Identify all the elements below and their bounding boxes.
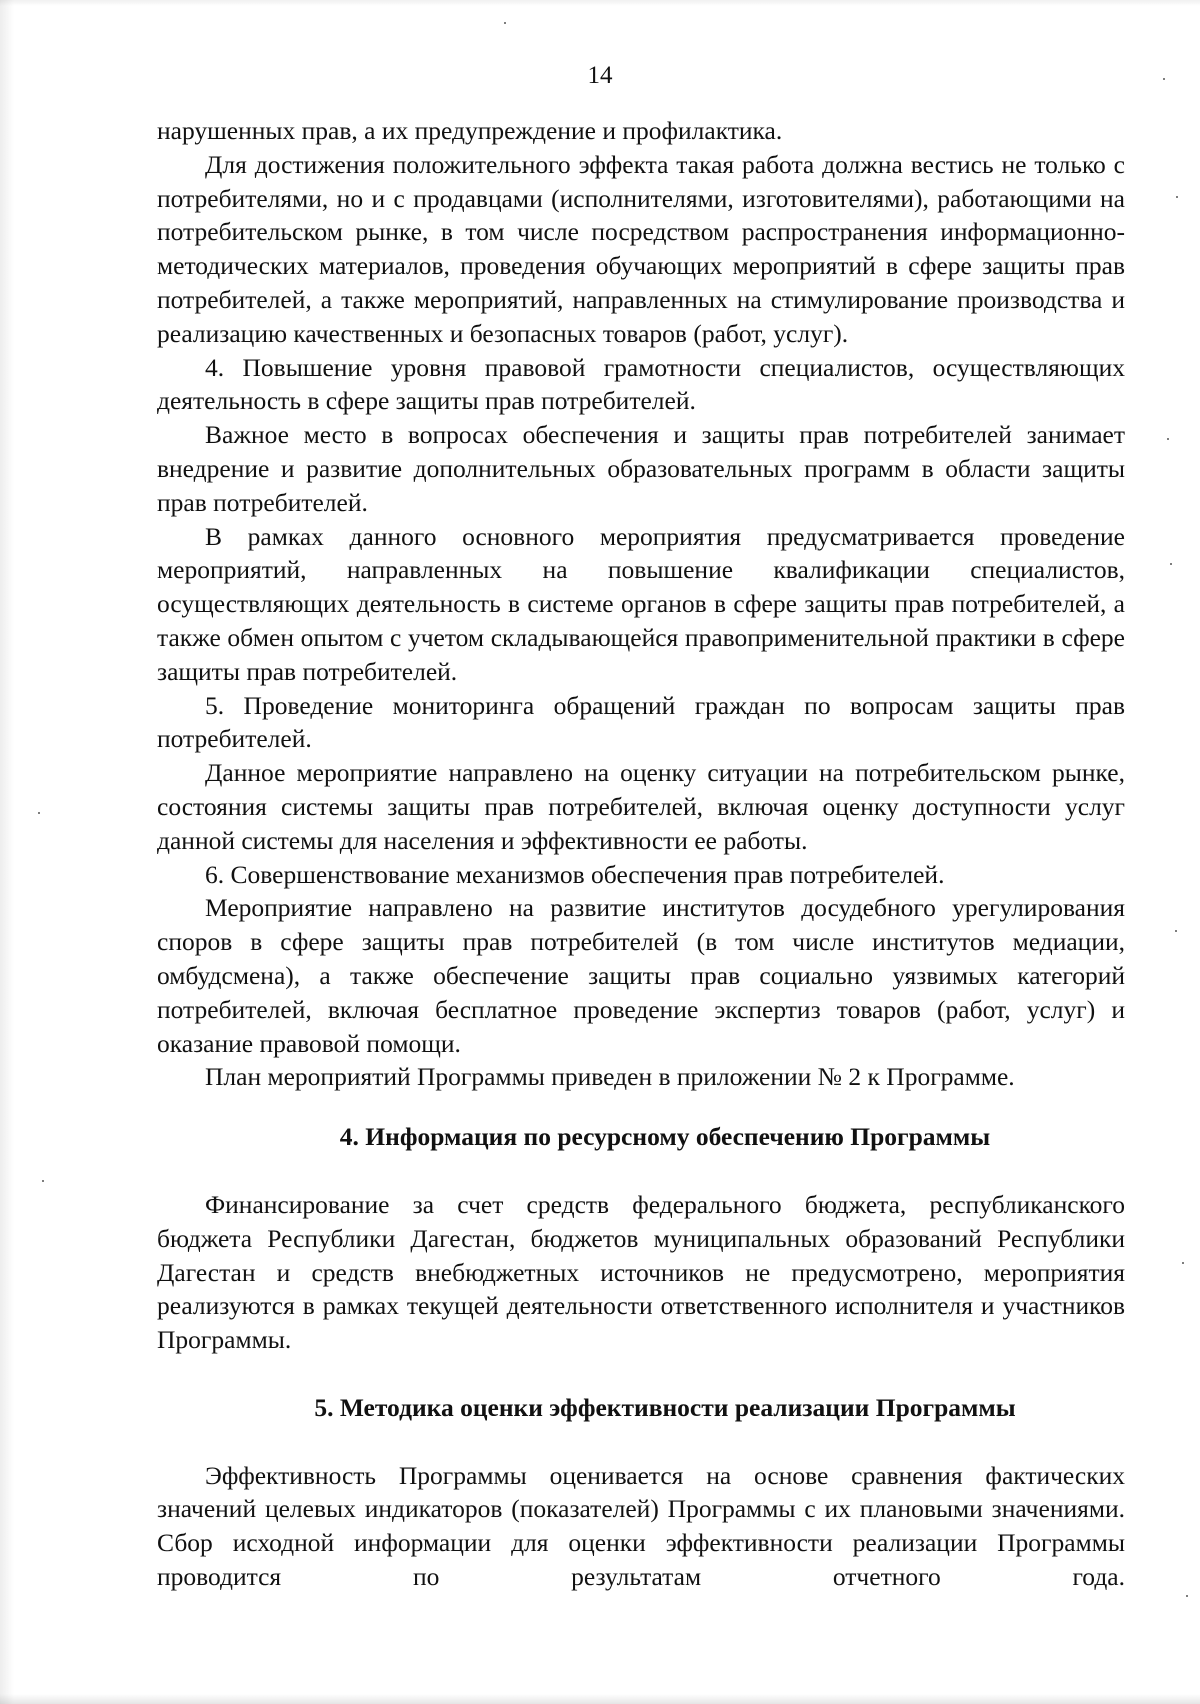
list-item-6: 6. Совершенствование механизмов обеспечения прав потребителей. [205,859,945,889]
scan-shadow-top [0,0,1200,6]
scan-speck [1175,930,1177,932]
scan-speck [1167,438,1169,440]
list-item-5: 5. Проведение мониторинга обращений граждан по вопросам защиты прав потребителей. [157,690,1125,754]
list-item-4: 4. Повышение уровня правовой грамотности специалистов, осуществляющих деятельность в сфере защиты прав потребителей. [157,352,1125,416]
section-heading-4: 4. Информация по ресурсному обеспечению Программы [339,1122,991,1152]
section-heading-5: 5. Методика оценки эффективности реализации Программы [314,1392,1016,1422]
scan-speck [42,1180,44,1182]
page-number: 14 [587,62,613,89]
scan-speck [1176,196,1178,198]
scan-speck [504,22,506,24]
paragraph-continuation: нарушенных прав, а их предупреждение и профилактика. [157,116,783,145]
paragraph: План мероприятий Программы приведен в приложении № 2 к Программе. [205,1062,1015,1092]
section-5-paragraph: Эффективность Программы оценивается на основе сравнения фактических значений целевых индикаторов (показателей) Программы с их плановыми значениями. Сбор исходной информации для оценки эффективности реализации Программы проводится по результатам отчетного года. [157,1460,1125,1592]
scan-speck [1170,563,1172,565]
paragraph: Данное мероприятие направлено на оценку ситуации на потребительском рынке, состояния системы защиты прав потребителей, включая оценку доступности услуг данной системы для населения и эффективности ее работы. [157,758,1125,855]
scan-shadow-bottom [0,1694,1200,1704]
scan-speck [38,812,40,814]
section-4-paragraph: Финансирование за счет средств федерального бюджета, республиканского бюджета Республики Дагестан, бюджетов муниципальных образований Республики Дагестан и средств внебюджетных источников не предусмотрено, мероприятия реализуются в рамках текущей деятельности ответственного исполнителя и участников Программы. [157,1189,1125,1355]
paragraph: Для достижения положительного эффекта такая работа должна вестись не только с потребителями, но и с продавцами (исполнителями, изготовителями), работающими на потребительском рынке, в том числе посредством распространения информационно-методических материалов, проведения обучающих мероприятий в сфере защиты прав потребителей, а также мероприятий, направленных на стимулирование производства и реализацию качественных и безопасных товаров (работ, услуг). [157,149,1125,348]
paragraph: Важное место в вопросах обеспечения и защиты прав потребителей занимает внедрение и развитие дополнительных образовательных программ в области защиты прав потребителей. [157,420,1125,517]
paragraph: В рамках данного основного мероприятия предусматривается проведение мероприятий, направленных на повышение квалификации специалистов, осуществляющих деятельность в системе органов в сфере защиты прав потребителей, а также обмен опытом с учетом складывающейся правоприменительной практики в сфере защиты прав потребителей. [157,521,1125,686]
scan-shadow-left [0,0,14,1704]
scan-speck [1182,1262,1184,1264]
document-body [157,114,1125,1594]
scan-speck [1163,78,1165,80]
scan-speck [1186,1595,1188,1597]
paragraph: Мероприятие направлено на развитие институтов досудебного урегулирования споров в сфере защиты прав потребителей (в том числе институтов медиации, омбудсмена), а также обеспечение защиты прав социально уязвимых категорий потребителей, включая бесплатное проведение экспертиз товаров (работ, услуг) и оказание правовой помощи. [157,893,1125,1058]
